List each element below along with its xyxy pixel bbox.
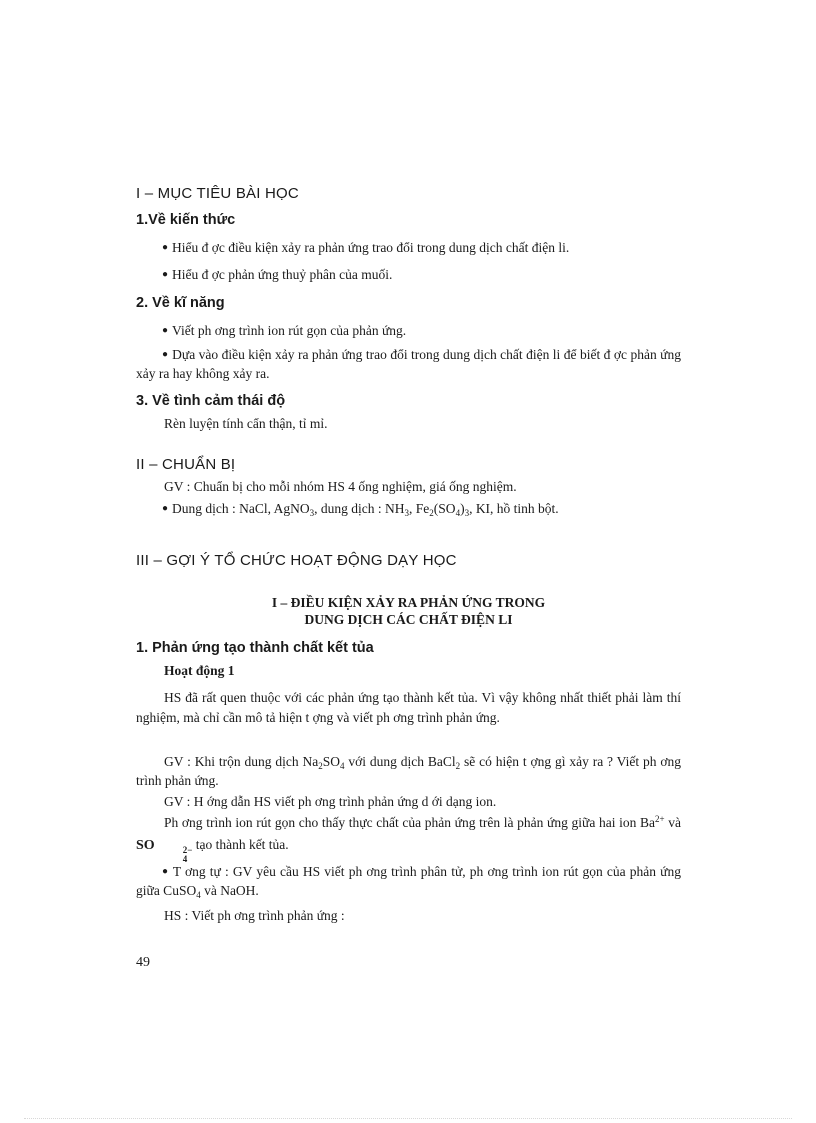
attitude-heading: 3. Về tình cảm thái độ: [136, 393, 286, 409]
attitude-text: Rèn luyện tính cẩn thận, tỉ mỉ.: [164, 416, 328, 431]
paragraph-similar: ● T ơng tự : GV yêu cầu HS viết ph ơng trình phân tử, ph ơng trình ion rút gọn của phản ứng giữa CuSO$_4$ và NaOH.: [136, 864, 681, 900]
skills-bullet-1: ● Viết ph ơng trình ion rút gọn của phản ứng.: [162, 323, 407, 338]
reaction-precipitate-heading: 1. Phản ứng tạo thành chất kết tủa: [136, 640, 374, 656]
section-3-title: III – GỢI Ý TỔ CHỨC HOẠT ĐỘNG DẠY HỌC: [136, 552, 457, 569]
knowledge-heading: 1.Về kiến thức: [136, 212, 236, 228]
knowledge-bullet-2: ● Hiểu đ ợc phản ứng thuỷ phân của muối.: [162, 267, 393, 282]
preparation-solutions: ● Dung dịch : NaCl, AgNO$_3$, dung dịch : $NH_3$, $Fe_2(SO_4)_3$, KI, hồ tinh bột.: [162, 501, 559, 518]
bullet-icon: ●: [162, 242, 169, 253]
paragraph-hs: HS : Viết ph ơng trình phản ứng :: [164, 908, 345, 923]
page-number: 49: [136, 955, 150, 970]
bullet-icon: ●: [162, 349, 169, 360]
subsection-title-line-1: I – ĐIỀU KIỆN XẢY RA PHẢN ỨNG TRONG: [271, 595, 546, 610]
bullet-icon: ●: [162, 325, 169, 336]
paragraph-question: GV : Khi trộn dung dịch $Na_2SO_4$ với dung dịch BaCl$_2$ sẽ có hiện t ợng gì xảy ra ? Viết ph ơng trình phản ứng.: [136, 754, 681, 788]
bullet-icon: ●: [162, 866, 169, 877]
skills-bullet-2: ● Dựa vào điều kiện xảy ra phản ứng trao đổi trong dung dịch chất điện li để biết đ ợc phản ứng xảy ra hay không xảy ra.: [136, 347, 681, 381]
paragraph-intro: HS đã rất quen thuộc với các phản ứng tạo thành kết tủa. Vì vậy không nhất thiết phải làm thí nghiệm, mà chỉ cần mô tả hiện t ợng và viết ph ơng trình phản ứng.: [136, 690, 681, 725]
sulfate-formula: SO 2− 4: [136, 838, 193, 864]
bullet-icon: ●: [162, 503, 169, 514]
knowledge-bullet-1: ● Hiểu đ ợc điều kiện xảy ra phản ứng trao đổi trong dung dịch chất điện li.: [162, 240, 570, 255]
paragraph-guide: GV : H ớng dẫn HS viết ph ơng trình phản ứng d ới dạng ion.: [164, 794, 497, 809]
footer-dotted-divider: [24, 1118, 792, 1119]
preparation-gv: GV : Chuẩn bị cho mỗi nhóm HS 4 ống nghiệm, giá ống nghiệm.: [164, 479, 517, 494]
subsection-title-line-2: DUNG DỊCH CÁC CHẤT ĐIỆN LI: [304, 612, 513, 627]
bullet-icon: ●: [162, 269, 169, 280]
section-1-title: I – MỤC TIÊU BÀI HỌC: [136, 185, 299, 202]
skills-heading: 2. Về kĩ năng: [136, 295, 225, 311]
paragraph-ionic: Ph ơng trình ion rút gọn cho thấy thực chất của phản ứng trên là phản ứng giữa hai ion $Ba^{2+}$ và SO 2− 4 tạo thành kết tủa.: [136, 814, 681, 864]
activity-label: Hoạt động 1: [164, 663, 235, 678]
section-2-title: II – CHUẨN BỊ: [136, 456, 236, 473]
